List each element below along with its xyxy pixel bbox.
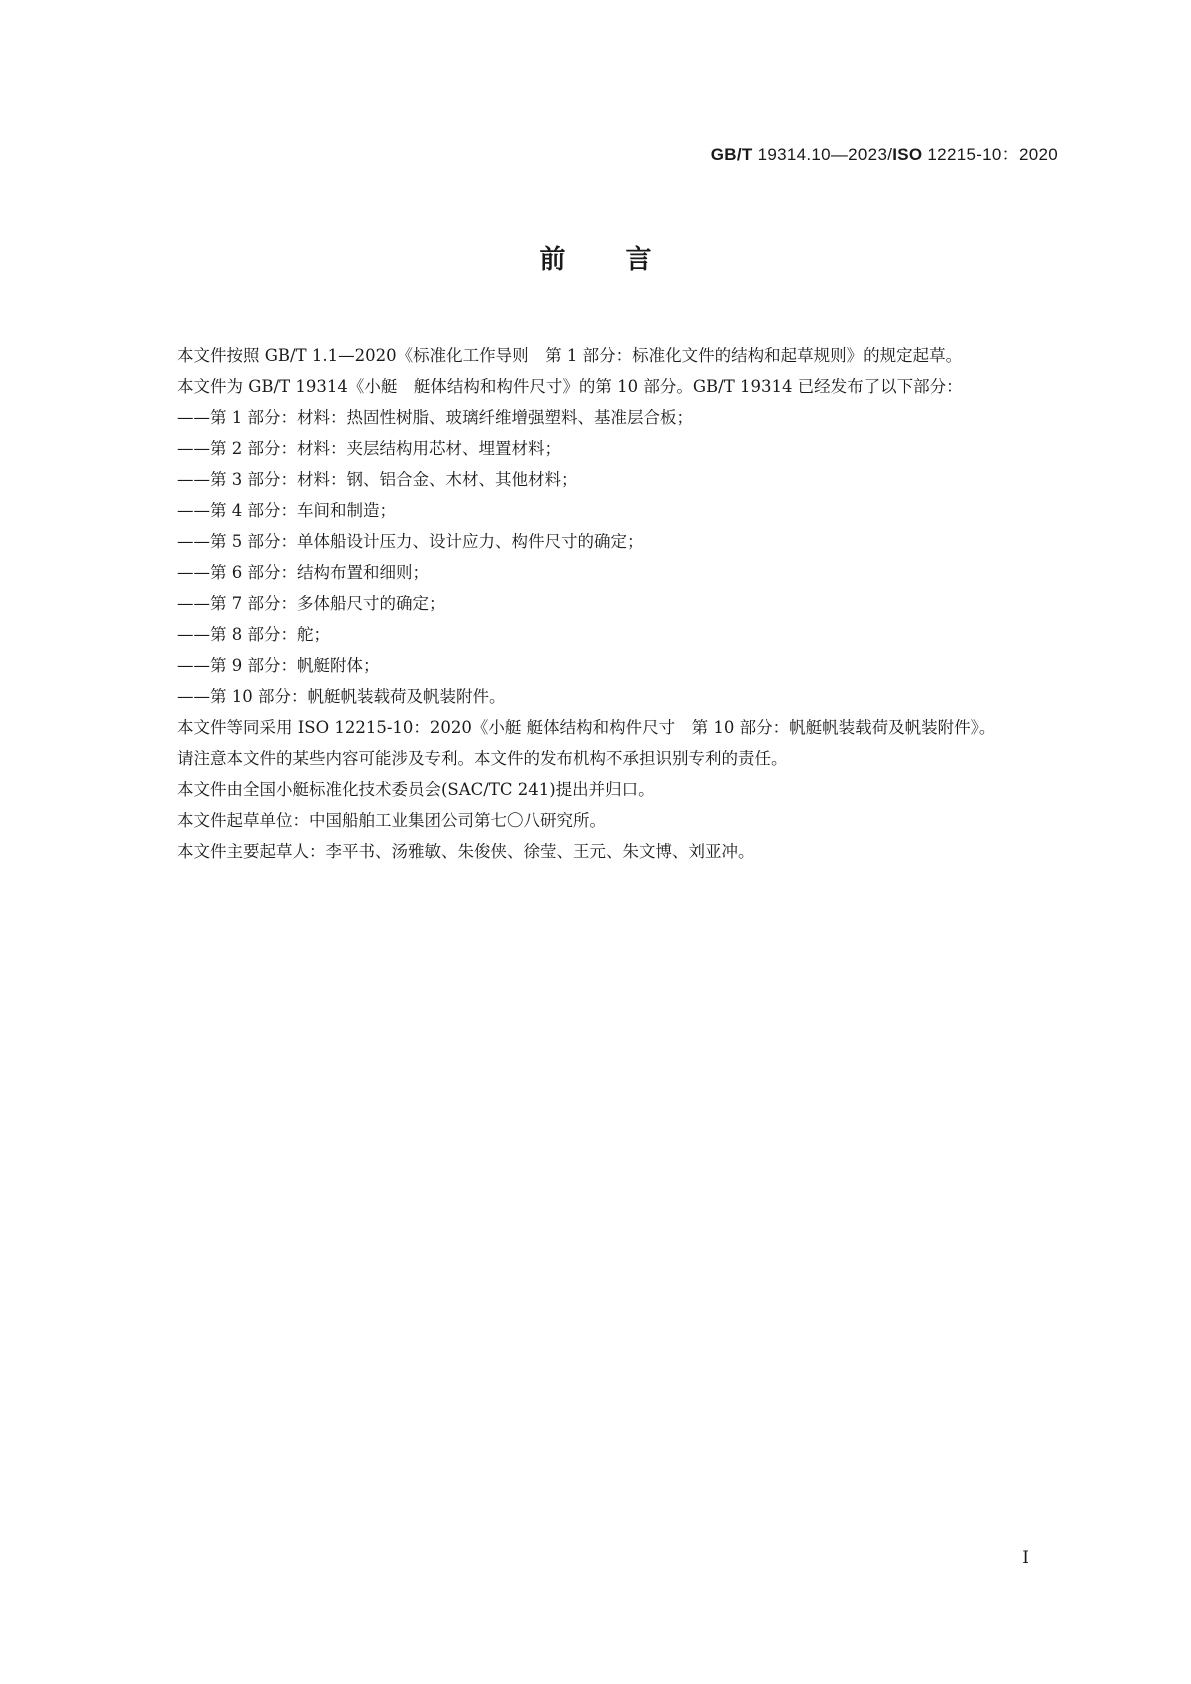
page-number: I	[1022, 1548, 1029, 1568]
code-number: 19314.10—2023/	[752, 145, 893, 164]
document-code	[711, 140, 1058, 165]
list-item: ——第 4 部分：车间和制造；	[177, 501, 396, 520]
page-title: 前言	[539, 245, 712, 275]
paragraph-series-intro: 本文件为 GB/T 19314《小艇 艇体结构和构件尺寸》的第 10 部分。GB/T 19314 已经发布了以下部分：	[177, 377, 963, 396]
code-iso-number: 12215-10：2020	[922, 145, 1058, 164]
code-iso-prefix: ISO	[892, 145, 923, 164]
list-item: ——第 1 部分：材料：热固性树脂、玻璃纤维增强塑料、基准层合板；	[177, 408, 693, 427]
paragraph-drafters: 本文件主要起草人：李平书、汤雅敏、朱俊侠、徐莹、王元、朱文博、刘亚冲。	[177, 842, 755, 861]
paragraph-adoption: 本文件等同采用 ISO 12215-10：2020《小艇 艇体结构和构件尺寸 第 10 部分：帆艇帆装载荷及帆装附件》。	[177, 718, 996, 737]
paragraph-proposer: 本文件由全国小艇标准化技术委员会(SAC/TC 241)提出并归口。	[177, 780, 655, 799]
list-item: ——第 9 部分：帆艇附体；	[177, 656, 380, 675]
paragraph-drafting-rules: 本文件按照 GB/T 1.1—2020《标准化工作导则 第 1 部分：标准化文件的结构和起草规则》的规定起草。	[177, 346, 963, 365]
paragraph-drafting-unit: 本文件起草单位：中国船舶工业集团公司第七〇八研究所。	[177, 811, 606, 830]
list-item: ——第 8 部分：舵；	[177, 625, 330, 644]
document-body	[144, 340, 1066, 867]
list-item: ——第 6 部分：结构布置和细则；	[177, 563, 429, 582]
list-item: ——第 3 部分：材料：钢、铝合金、木材、其他材料；	[177, 470, 578, 489]
code-prefix: GB/T	[710, 145, 753, 164]
paragraph-patent-notice: 请注意本文件的某些内容可能涉及专利。本文件的发布机构不承担识别专利的责任。	[177, 749, 788, 768]
list-item: ——第 5 部分：单体船设计压力、设计应力、构件尺寸的确定；	[177, 532, 644, 551]
list-item: ——第 7 部分：多体船尺寸的确定；	[177, 594, 446, 613]
list-item: ——第 10 部分：帆艇帆装载荷及帆装附件。	[177, 687, 506, 706]
list-item: ——第 2 部分：材料：夹层结构用芯材、埋置材料；	[177, 439, 561, 458]
